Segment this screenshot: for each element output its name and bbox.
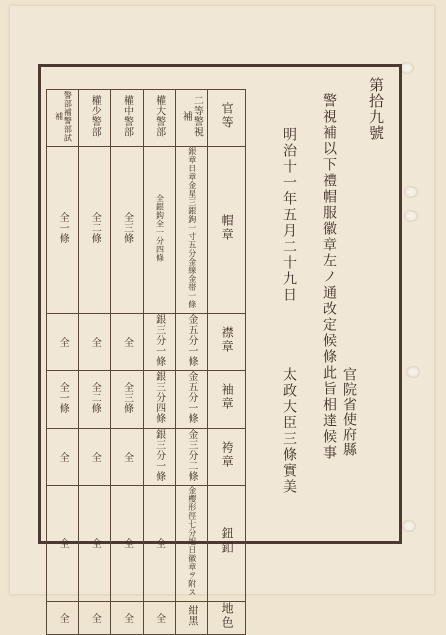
- cell-text: 全: [121, 336, 133, 348]
- table-cell: [143, 371, 175, 429]
- cell-text: 權少警部: [89, 95, 101, 137]
- cell-text: 金櫻形徑七分旭日徽章ヲ附ス: [187, 486, 197, 597]
- table-cell: [47, 147, 79, 314]
- cell-text: 權中警部: [121, 95, 133, 137]
- cell-text: 全: [89, 451, 101, 463]
- table-cell: [111, 313, 143, 371]
- table-cell: [47, 428, 79, 486]
- cell-text: 二等警視補: [180, 95, 203, 137]
- table-cell: [79, 428, 111, 486]
- binding-hole: [402, 520, 416, 532]
- cell-text: 全三條: [121, 381, 133, 413]
- table-cell: [175, 371, 207, 429]
- column-header-button: [208, 486, 246, 602]
- table-cell: [111, 147, 143, 314]
- column-header-label: 帽章: [220, 213, 235, 242]
- table-cell: [111, 428, 143, 486]
- cell-text: 全二條: [89, 381, 101, 413]
- cell-text: 全: [121, 451, 133, 463]
- column-header-hat: [208, 147, 246, 314]
- cell-text: 全: [89, 538, 101, 549]
- cell-text: 全: [89, 336, 101, 348]
- table-row-rank: [47, 90, 246, 147]
- table-row-button: [47, 486, 246, 602]
- cell-text: 全: [57, 612, 69, 623]
- table-cell: [143, 147, 175, 314]
- table-cell: [79, 313, 111, 371]
- issuing-offices: 官院省使府縣: [341, 367, 357, 457]
- table-cell: [111, 371, 143, 429]
- table-cell: [143, 313, 175, 371]
- uniform-insignia-table: [46, 89, 246, 635]
- table-cell: [79, 371, 111, 429]
- column-header-label: 襟章: [220, 325, 235, 354]
- cell-text: 紺黑: [185, 605, 197, 626]
- cell-text: 全: [57, 451, 69, 463]
- column-header-label: 官等: [220, 102, 235, 130]
- binding-hole: [406, 366, 420, 378]
- table-cell: [111, 486, 143, 602]
- cell-text: 全: [57, 336, 69, 348]
- table-cell: [111, 601, 143, 634]
- document-frame: [38, 64, 402, 630]
- column-header-label: 地色: [220, 601, 235, 630]
- cell-text: 全: [121, 612, 133, 623]
- document-number: 第拾九號: [367, 77, 385, 141]
- table-cell: [47, 601, 79, 634]
- table-cell: [143, 486, 175, 602]
- table-cell: [47, 371, 79, 429]
- cell-text: 全二條: [89, 212, 101, 244]
- column-header-label: 鈕釦: [220, 527, 235, 556]
- table-cell: [79, 486, 111, 602]
- cell-text: 金五分一條: [185, 371, 197, 424]
- table-cell: [79, 601, 111, 634]
- column-header-ground: [208, 601, 246, 634]
- table-row-trouser: [47, 428, 246, 486]
- signature: 太政大臣三條實美: [281, 367, 297, 495]
- table-cell: [47, 486, 79, 602]
- binding-hole: [400, 62, 414, 74]
- cell-text: 銀三分一條: [153, 313, 165, 366]
- column-header-label: 袖章: [220, 383, 235, 412]
- cell-text: 金三分二條: [185, 428, 197, 481]
- cell-text: 銀三分一條: [153, 428, 165, 481]
- cell-text: 全: [153, 612, 165, 623]
- cell-text: 全一條: [57, 381, 69, 413]
- table-cell: [175, 601, 207, 634]
- cell-text: 全: [121, 538, 133, 549]
- cell-text: 全: [57, 538, 69, 549]
- table-cell: [175, 313, 207, 371]
- cell-text: 權大警部: [153, 95, 165, 137]
- table-cell: [175, 428, 207, 486]
- table-cell: [143, 90, 175, 147]
- column-header-label: 袴章: [220, 440, 235, 469]
- table-cell: [175, 90, 207, 147]
- table-cell: [47, 313, 79, 371]
- table-cell: [111, 90, 143, 147]
- cell-text: 全三條: [121, 212, 133, 244]
- document-title: 警視補以下禮帽服徽章左ノ通改定候條此旨相達候事: [321, 93, 337, 461]
- cell-text: 全: [89, 612, 101, 623]
- document-date: 明治十一年五月二十九日: [281, 127, 297, 303]
- binding-hole: [404, 186, 418, 198]
- cell-text: 銀章日章金星三銀鉤一寸五分金線金帯一條: [187, 147, 197, 309]
- table-row-ground: [47, 601, 246, 634]
- table-row-collar: [47, 313, 246, 371]
- table-cell: [79, 147, 111, 314]
- table-cell: [175, 147, 207, 314]
- column-header-trouser: [208, 428, 246, 486]
- table-cell: [47, 90, 79, 147]
- cell-text: 銀三分四條: [153, 371, 165, 424]
- table-cell: [143, 428, 175, 486]
- cell-text: 全: [153, 538, 165, 549]
- column-header-sleeve: [208, 371, 246, 429]
- table-cell: [79, 90, 111, 147]
- binding-hole: [404, 210, 418, 222]
- table-row-sleeve: [47, 371, 246, 429]
- cell-text: 全銀鈎全一分四條: [155, 193, 165, 262]
- cell-text: 金五分一條: [185, 313, 197, 366]
- column-header-collar: [208, 313, 246, 371]
- column-header-rank: [208, 90, 246, 147]
- cell-text: 警部補警部試補: [54, 90, 73, 142]
- table-row-hat: [47, 147, 246, 314]
- cell-text: 全一條: [57, 212, 69, 244]
- table-cell: [143, 601, 175, 634]
- table-cell: [175, 486, 207, 602]
